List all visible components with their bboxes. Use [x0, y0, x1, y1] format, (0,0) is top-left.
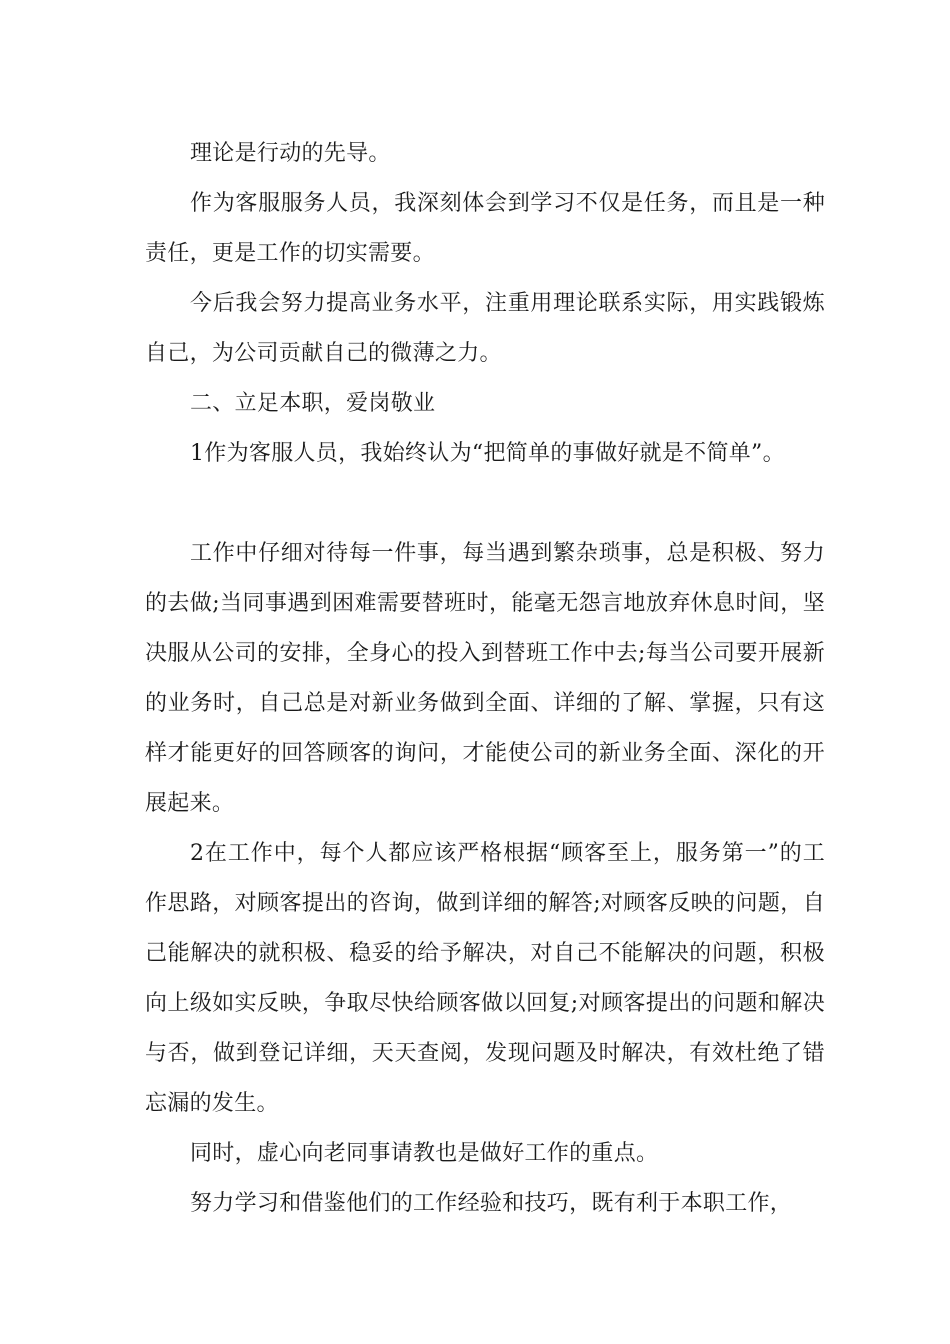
paragraph-learn-experience: 努力学习和借鉴他们的工作经验和技巧，既有利于本职工作，: [190, 1191, 793, 1216]
section-heading-2: 二、立足本职，爱岗敬业: [190, 391, 436, 416]
paragraph-learning: 作为客服服务人员，我深刻体会到学习不仅是任务，而且是一种责任，更是工作的切实需要。: [145, 191, 825, 266]
paragraph-gap: [145, 479, 825, 529]
paragraph-work-detail: 工作中仔细对待每一件事，每当遇到繁杂琐事，总是积极、努力的去做;当同事遇到困难需要替班时，能毫无怨言地放弃休息时间，坚决服从公司的安排，全身心的投入到替班工作中去;每当公司要开展新的业务时，自己总是对新业务做到全面、详细的了解、掌握，只有这样才能更好的回答顾客的询问，才能使公司的新业务全面、深化的开展起来。: [145, 541, 825, 816]
paragraph-point-2: 2在工作中，每个人都应该严格根据“顾客至上，服务第一”的工作思路，对顾客提出的咨询，做到详细的解答;对顾客反映的问题，自己能解决的就积极、稳妥的给予解决，对自己不能解决的问题，积极向上级如实反映，争取尽快给顾客做以回复;对顾客提出的问题和解决与否，做到登记详细，天天查阅，发现问题及时解决，有效杜绝了错忘漏的发生。: [145, 841, 825, 1116]
paragraph-point-1: 1作为客服人员，我始终认为“把简单的事做好就是不简单”。: [190, 441, 785, 466]
paragraph-colleagues: 同时，虚心向老同事请教也是做好工作的重点。: [190, 1141, 659, 1166]
paragraph-improvement: 今后我会努力提高业务水平，注重用理论联系实际，用实践锻炼自己，为公司贡献自己的微薄之力。: [145, 291, 825, 366]
document-body: [145, 129, 825, 1229]
paragraph-theory: 理论是行动的先导。: [190, 141, 391, 166]
